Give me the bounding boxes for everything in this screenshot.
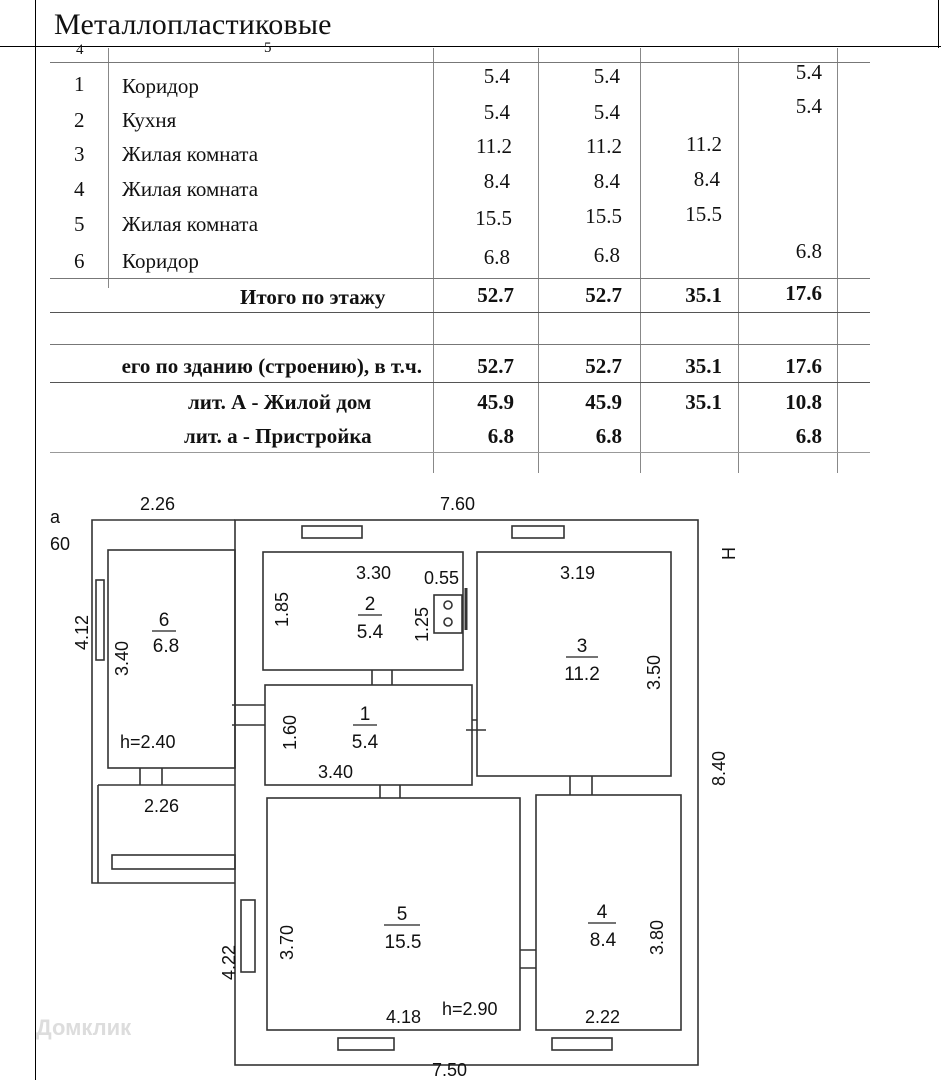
window: [512, 526, 564, 538]
dim-room6-bottom: 2.26: [144, 796, 180, 816]
row-value-d: 10.8: [785, 390, 822, 414]
door-tick: [466, 720, 486, 730]
row-value-b: 6.8: [593, 243, 620, 267]
window: [96, 580, 104, 660]
row-value-b: 8.4: [593, 169, 620, 193]
row-value-b: 52.7: [585, 354, 622, 378]
table-vline: [108, 48, 109, 288]
header-left-cell: [0, 0, 36, 47]
row-value-a: 5.4: [483, 64, 510, 88]
stove-burner: [444, 601, 452, 609]
svg-text:3: 3: [576, 636, 588, 657]
table-hline: [50, 452, 870, 453]
row-value-c: 11.2: [686, 132, 722, 156]
svg-text:8.4: 8.4: [589, 930, 617, 951]
row-value-b: 6.8: [595, 424, 622, 448]
area-table: [50, 40, 870, 476]
dim-room5-bottom: 4.18: [386, 1007, 422, 1027]
row-value-a: 5.4: [483, 100, 510, 124]
dim-room2-small: 0.55: [424, 568, 460, 588]
room-label-2: [357, 594, 384, 643]
row-number: 3: [74, 142, 85, 166]
svg-text:6.8: 6.8: [152, 636, 180, 657]
dim-room2-right: 1.25: [412, 606, 432, 642]
dim-room3-right: 3.50: [644, 654, 664, 690]
door-tick: [380, 785, 400, 798]
dim-right-tag: Н: [719, 547, 739, 560]
floor-plan: [0, 480, 941, 1080]
row-name: Коридор: [122, 249, 199, 273]
svg-text:15.5: 15.5: [384, 932, 422, 953]
row-value-b: 15.5: [585, 204, 622, 228]
row-name: его по зданию (строению), в т.ч.: [121, 354, 422, 378]
row-number: 5: [74, 212, 85, 236]
dim-right-outer: 8.40: [709, 750, 729, 786]
row-name: Жилая комната: [122, 212, 259, 236]
row-value-d: 5.4: [795, 94, 822, 118]
row-number: 4: [74, 177, 85, 201]
row-number: 2: [74, 108, 85, 132]
header-divider: [35, 46, 941, 47]
header-title: Металлопластиковые: [54, 8, 332, 41]
door-tick: [232, 705, 265, 725]
dim-room6-height: 3.40: [112, 640, 132, 676]
door-tick: [140, 768, 162, 785]
dim-left-outer: 4.12: [72, 614, 92, 650]
svg-text:5.4: 5.4: [351, 732, 379, 753]
dim-room5-ceiling: h=2.90: [442, 999, 498, 1019]
table-vline: [433, 48, 434, 473]
row-name: Жилая комната: [122, 142, 259, 166]
table-hline: [50, 278, 870, 279]
dim-room6-ceiling: h=2.40: [120, 732, 176, 752]
row-value-c: 35.1: [685, 390, 722, 414]
dim-room3-top: 3.19: [560, 563, 596, 583]
col-header-5: 5: [264, 40, 272, 56]
row-name: лит. а - Пристройка: [184, 424, 372, 448]
row-value-d: 6.8: [795, 424, 822, 448]
row-value-c: 8.4: [693, 167, 720, 191]
row-value-c: 15.5: [685, 202, 722, 226]
room-4-outline: [536, 795, 681, 1030]
table-vline: [738, 48, 739, 473]
row-value-c: 35.1: [685, 354, 722, 378]
header-right-border: [938, 0, 939, 48]
svg-text:5.4: 5.4: [356, 622, 384, 643]
window: [302, 526, 362, 538]
table-hline: [50, 62, 870, 63]
room-label-3: [564, 636, 600, 685]
dim-top-left: 2.26: [140, 494, 176, 514]
document-header: [0, 0, 941, 48]
dim-bottom: 7.50: [432, 1060, 468, 1080]
row-value-a: 45.9: [477, 390, 514, 414]
dim-room4-right: 3.80: [647, 919, 667, 955]
dim-tag-60: 60: [50, 534, 71, 554]
row-value-a: 52.7: [477, 354, 514, 378]
dim-room1-left: 1.60: [280, 714, 300, 750]
room-label-1: [352, 704, 379, 753]
svg-text:4: 4: [596, 902, 608, 923]
row-value-b: 5.4: [593, 64, 620, 88]
window: [552, 1038, 612, 1050]
row-value-a: 15.5: [475, 206, 512, 230]
row-name: Кухня: [122, 108, 177, 132]
svg-text:1: 1: [359, 704, 371, 725]
row-value-d: 17.6: [785, 281, 822, 305]
dim-room1-bottom: 3.40: [318, 762, 354, 782]
table-hline: [50, 312, 870, 313]
row-value-a: 52.7: [477, 283, 514, 307]
row-value-d: 5.4: [795, 60, 822, 84]
row-number: 6: [74, 249, 85, 273]
row-number: 1: [74, 72, 85, 96]
door-tick: [372, 670, 392, 685]
svg-text:2: 2: [364, 594, 376, 615]
dim-left-lower: 4.22: [219, 944, 239, 980]
table-vline: [538, 48, 539, 473]
row-value-b: 52.7: [585, 283, 622, 307]
room-label-5: [384, 904, 421, 953]
row-name: лит. А - Жилой дом: [188, 390, 372, 414]
row-value-b: 5.4: [593, 100, 620, 124]
dim-room4-bottom: 2.22: [585, 1007, 621, 1027]
table-vline: [640, 48, 641, 473]
row-value-c: 35.1: [685, 283, 722, 307]
dim-room2-top: 3.30: [356, 563, 392, 583]
table-hline: [50, 344, 870, 345]
row-name: Итого по этажу: [240, 285, 386, 309]
room-label-4: [588, 902, 617, 951]
room-5-outline: [267, 798, 520, 1030]
row-value-b: 45.9: [585, 390, 622, 414]
watermark: Домклик: [36, 1015, 132, 1040]
row-name: Коридор: [122, 74, 199, 98]
door-tick: [520, 950, 536, 968]
room-label-6: [152, 610, 179, 657]
row-value-d: 17.6: [785, 354, 822, 378]
outer-wall-annex: [92, 520, 235, 883]
door-tick: [570, 776, 592, 795]
window: [112, 855, 235, 869]
svg-text:6: 6: [158, 610, 170, 631]
row-value-d: 6.8: [795, 239, 822, 263]
table-hline: [50, 382, 870, 383]
dim-top-right: 7.60: [440, 494, 476, 514]
window: [338, 1038, 394, 1050]
svg-text:11.2: 11.2: [564, 664, 600, 685]
row-value-b: 11.2: [586, 134, 622, 158]
svg-text:5: 5: [396, 904, 408, 925]
table-vline: [837, 48, 838, 473]
dim-room5-left: 3.70: [277, 924, 297, 960]
col-header-4: 4: [76, 42, 84, 58]
row-value-a: 6.8: [483, 245, 510, 269]
dim-room2-left: 1.85: [272, 591, 292, 627]
stove-burner: [444, 618, 452, 626]
row-value-a: 6.8: [487, 424, 514, 448]
row-name: Жилая комната: [122, 177, 259, 201]
row-value-a: 8.4: [483, 169, 510, 193]
row-value-a: 11.2: [476, 134, 512, 158]
dim-tag-a: а: [50, 507, 61, 527]
window: [241, 900, 255, 972]
